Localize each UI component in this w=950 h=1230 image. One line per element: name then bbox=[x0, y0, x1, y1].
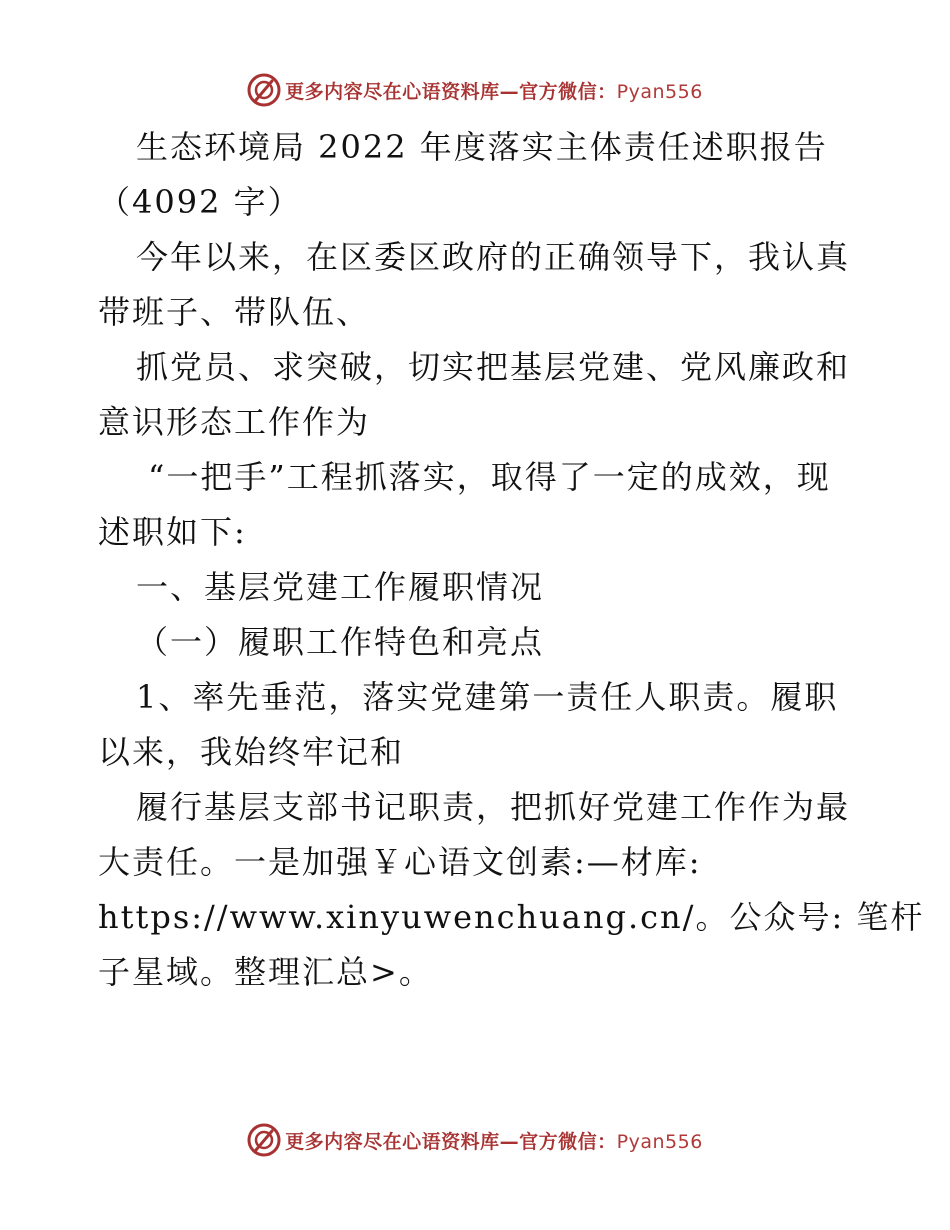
banner-text bbox=[285, 77, 703, 104]
document-title: 生态环境局 2022 年度落实主体责任述职报告 bbox=[136, 128, 828, 166]
section-heading: 一、基层党建工作履职情况 bbox=[136, 568, 545, 606]
banner-account: Pyan556 bbox=[616, 1130, 703, 1153]
paragraph-line: 子星域。整理汇总>。 bbox=[98, 953, 433, 991]
banner-brand: 更多内容尽在心语资料库—官方微信： bbox=[285, 1130, 617, 1153]
banner-brand: 更多内容尽在心语资料库—官方微信： bbox=[285, 80, 617, 103]
paragraph-line: 今年以来，在区委区政府的正确领导下，我认真 bbox=[136, 238, 851, 276]
banner-account: Pyan556 bbox=[616, 80, 703, 103]
word-count: （4092 字） bbox=[98, 183, 302, 221]
paragraph-line: https://www.xinyuwenchuang.cn/。公众号: 笔杆 bbox=[98, 898, 925, 936]
paragraph-line: 意识形态工作作为 bbox=[98, 403, 371, 441]
subsection-heading: （一）履职工作特色和亮点 bbox=[136, 623, 545, 661]
banner-text bbox=[285, 1127, 703, 1154]
seal-logo-icon bbox=[247, 73, 281, 107]
paragraph-line: 1、率先垂范，落实党建第一责任人职责。履职 bbox=[136, 678, 839, 716]
paragraph-line: 抓党员、求突破，切实把基层党建、党风廉政和 bbox=[136, 348, 851, 386]
paragraph-line: 履行基层支部书记职责，把抓好党建工作作为最 bbox=[136, 788, 851, 826]
paragraph-line: 大责任。一是加强￥心语文创素:—材库: bbox=[98, 843, 702, 881]
seal-logo-icon bbox=[247, 1123, 281, 1157]
paragraph-line: 以来，我始终牢记和 bbox=[98, 733, 405, 771]
document-body bbox=[98, 120, 925, 1000]
paragraph-line: “一把手”工程抓落实，取得了一定的成效，现 bbox=[148, 458, 831, 496]
paragraph-line: 述职如下: bbox=[98, 513, 247, 551]
header-banner bbox=[0, 70, 950, 110]
paragraph-line: 带班子、带队伍、 bbox=[98, 293, 371, 331]
footer-banner bbox=[0, 1120, 950, 1160]
